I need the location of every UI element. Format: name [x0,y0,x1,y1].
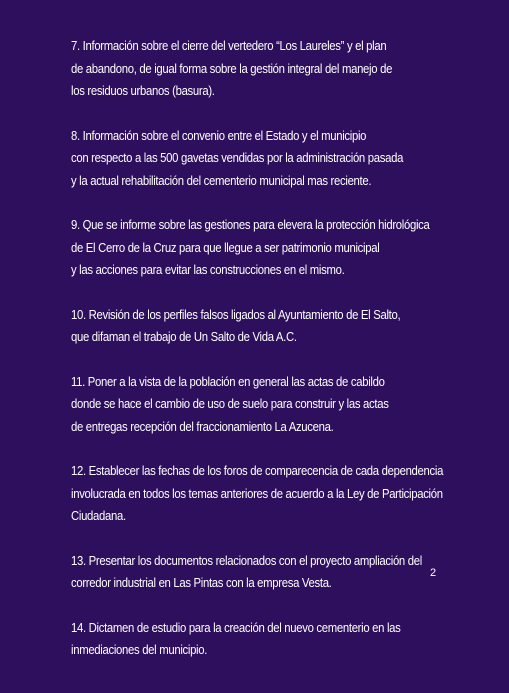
page-number: 2 [430,567,437,579]
item-text-line: 8. Información sobre el convenio entre el Estado y el municipio [71,128,367,143]
item-text-line: 12. Establecer las fechas de los foros de comparecencia de cada dependencia [71,464,444,478]
item-text-line: involucrada en todos los temas anteriores de acuerdo a la Ley de Participación [71,486,443,501]
list-item-8 [71,125,501,193]
list-item-12 [71,460,501,528]
item-text-line: 13. Presentar los documentos relacionados con el proyecto ampliación del [71,553,422,568]
item-text-line: corredor industrial en Las Pintas con la empresa Vesta. [71,576,332,590]
item-text-line: que difaman el trabajo de Un Salto de Vida A.C. [71,330,297,344]
list-item-13 [71,550,501,595]
list-item-14 [71,617,501,662]
list-item-7 [71,35,501,103]
item-text-line: 11. Poner a la vista de la población en general las actas de cabildo [71,374,385,389]
petition-list [71,35,501,684]
item-text-line: Ciudadana. [71,509,126,523]
item-text-line: de El Cerro de la Cruz para que llegue a ser patrimonio municipal [71,240,380,255]
item-text-line: de abandono, de igual forma sobre la gestión integral del manejo de [71,61,393,76]
item-text-line: los residuos urbanos (basura). [71,84,215,98]
item-text-line: 7. Información sobre el cierre del vertedero “Los Laureles” y el plan [71,39,387,53]
item-text-line: 9. Que se informe sobre las gestiones para elevera la protección hidrológica [71,218,430,232]
item-text-line: 10. Revisión de los perfiles falsos ligados al Ayuntamiento de El Salto, [71,307,401,322]
list-item-9 [71,214,501,282]
list-item-10 [71,304,501,349]
item-text-line: y la actual rehabilitación del cementerio municipal mas reciente. [71,173,372,188]
item-text-line: inmediaciones del municipio. [71,643,208,657]
item-text-line: con respecto a las 500 gavetas vendidas por la administración pasada [71,151,404,165]
item-text-line: donde se hace el cambio de uso de suelo para construir y las actas [71,397,389,411]
list-item-11 [71,371,501,439]
item-text-line: de entregas recepción del fraccionamiento La Azucena. [71,419,334,434]
item-text-line: y las acciones para evitar las construcciones en el mismo. [71,263,345,277]
item-text-line: 14. Dictamen de estudio para la creación del nuevo cementerio en las [71,620,401,635]
